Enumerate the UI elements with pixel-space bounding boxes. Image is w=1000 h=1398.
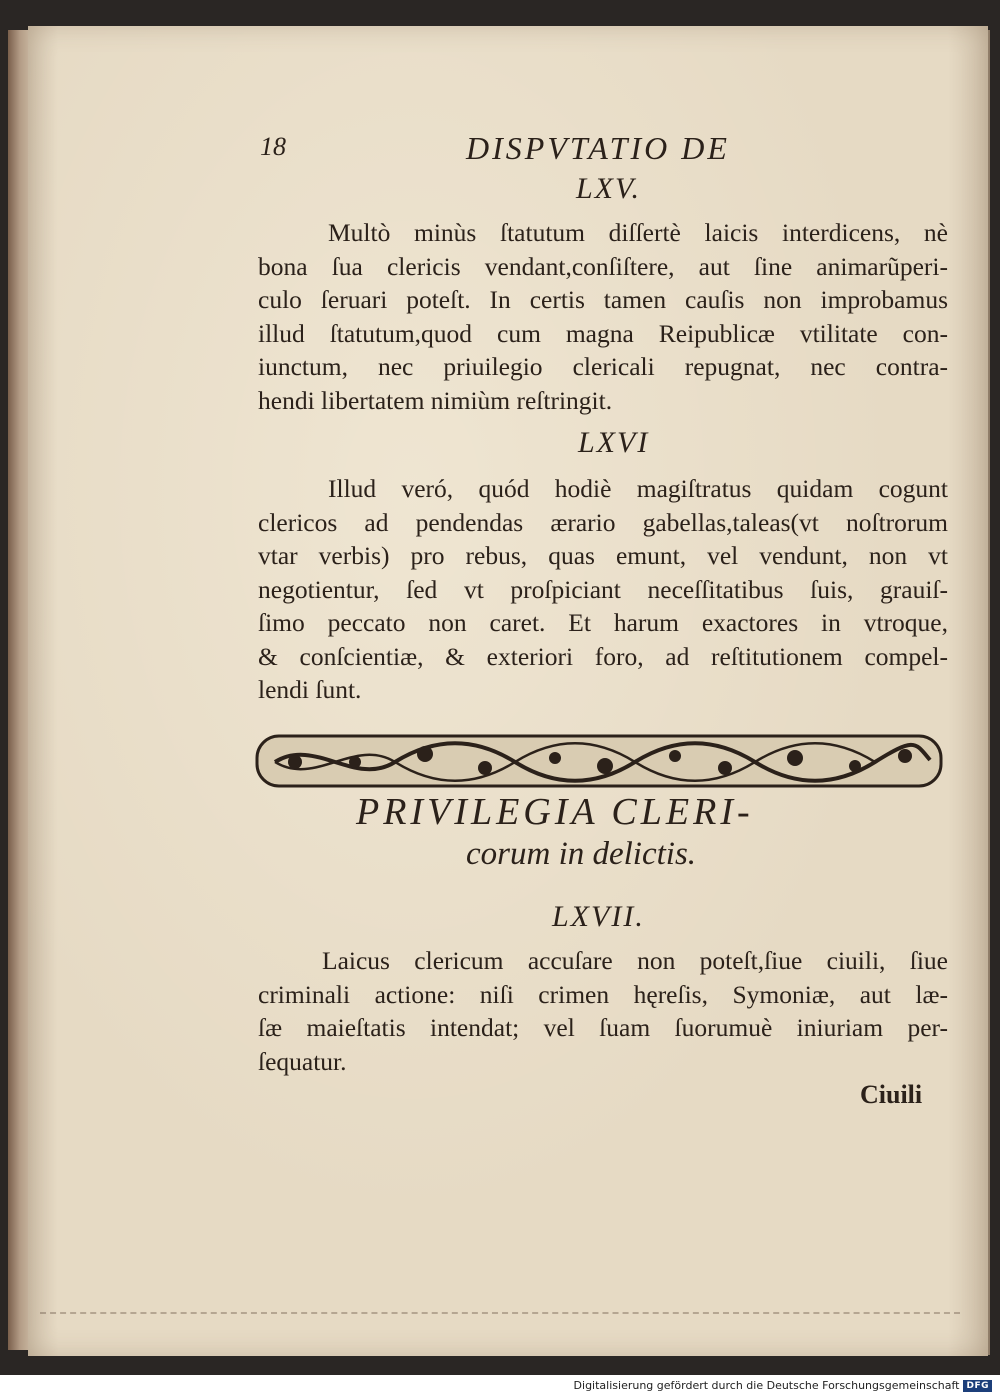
credit-text: Digitalisierung gefördert durch die Deutsche Forschungsgemeinschaft bbox=[573, 1379, 960, 1392]
text-line: culo ſeruari poteſt. In certis tamen cauſis non improbamus bbox=[258, 285, 948, 314]
text-line: Illud veró, quód hodiè magiſtratus quidam cogunt bbox=[328, 474, 948, 503]
text-line: hendi libertatem nimiùm reſtringit. bbox=[258, 385, 613, 415]
digitization-credit bbox=[574, 1379, 992, 1392]
text-line: negotientur, ſed vt proſpiciant neceſſitatibus ſuis, grauiſ- bbox=[258, 574, 948, 604]
page-number: 18 bbox=[260, 132, 286, 161]
paragraph bbox=[258, 472, 948, 707]
text-line: bona ſua clericis vendant,conſiſtere, aut ſine animarũperi- bbox=[258, 251, 948, 281]
text-line: vtar verbis) pro rebus, quas emunt, vel vendunt, non vt bbox=[258, 541, 948, 570]
text-line: clericos ad pendendas ærario gabellas,taleas(vt noſtrorum bbox=[258, 507, 948, 537]
text-line: Laicus clericum accuſare non poteſt,ſiue ciuili, ſiue bbox=[322, 946, 948, 975]
text-line: & conſcientiæ, & exteriori foro, ad reſtitutionem compel- bbox=[258, 641, 948, 671]
section-numeral: LXV. bbox=[576, 172, 641, 205]
text-line: ſimo peccato non caret. Et harum exactores in vtroque, bbox=[258, 608, 948, 637]
text-line: ſequatur. bbox=[258, 1046, 347, 1076]
text-line: illud ſtatutum,quod cum magna Reipublicæ vtilitate con- bbox=[258, 318, 948, 348]
dfg-logo: DFG bbox=[963, 1380, 992, 1392]
text-line: lendi ſunt. bbox=[258, 675, 362, 704]
section-title: PRIVILEGIA CLERI- bbox=[356, 791, 754, 833]
text-line: criminali actione: niſi crimen hęreſis, Symoniæ, aut læ- bbox=[258, 979, 948, 1009]
catchword: Ciuili bbox=[860, 1080, 923, 1109]
text-line: iunctum, nec priuilegio clericali repugnat, nec contra- bbox=[258, 352, 948, 381]
paragraph bbox=[258, 944, 948, 1078]
section-subtitle: corum in delictis. bbox=[466, 836, 697, 872]
section-numeral: LXVI bbox=[578, 426, 650, 459]
section-numeral: LXVII. bbox=[552, 900, 645, 933]
page-bottom-rule bbox=[40, 1312, 960, 1314]
paragraph bbox=[258, 216, 948, 417]
text-line: ſæ maieſtatis intendat; vel ſuam ſuorumuè iniuriam per- bbox=[258, 1013, 948, 1042]
running-head: DISPVTATIO DE bbox=[466, 130, 730, 166]
text-line: Multò minùs ſtatutum diſſertè laicis interdicens, nè bbox=[328, 218, 948, 247]
ornamental-headpiece bbox=[255, 732, 943, 790]
